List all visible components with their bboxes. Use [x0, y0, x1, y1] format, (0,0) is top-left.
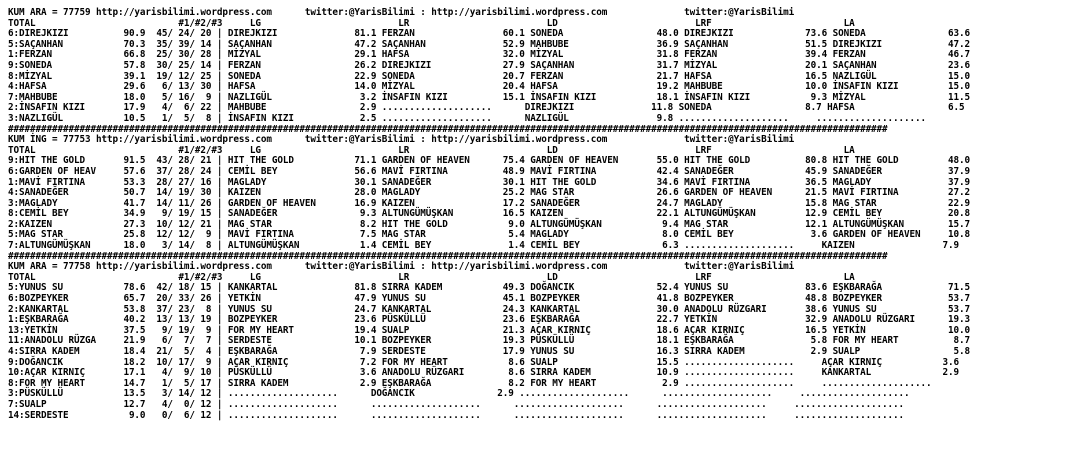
horse-row: 14:SERDESTE 9.0 0/ 6/ 12 | .................... .................... .................... .................... ....................: [8, 409, 905, 421]
horse-row: 9:HIT THE GOLD 91.5 43/ 28/ 21 | HIT THE GOLD 71.1 GARDEN OF HEAVEN 75.4 GARDEN OF HEAVEN 55.0 HIT THE GOLD 80.8 HIT THE GOLD 48.0: [8, 155, 971, 167]
horse-row: 6:GARDEN OF HEAV 57.6 37/ 28/ 24 | CEMİL BEY 56.6 MAVİ FIRTINA 48.9 MAVİ FIRTINA 42.4 SANADEĞER 45.9 SANADEĞER 37.9: [8, 165, 971, 177]
horse-row: 6:BOZPEYKER 65.7 20/ 33/ 26 | YETKİN 47.9 YUNUS SU 45.1 BOZPEYKER 41.8 BOZPEYKER 48.8 BOZPEYKER 53.7: [8, 293, 971, 305]
horse-row: 1:FERZAN 66.8 25/ 30/ 28 | MİZYAL 29.1 HAFSA 32.0 MİZYAL 31.8 FERZAN 39.4 FERZAN 46.7: [8, 49, 971, 61]
race-title-line: KUM ARA = 77759 http://yarisbilimi.wordpress.com twitter:@YarisBilimi : http://yarisbilimi.wordpress.com twitter:@YarisBilimi: [8, 7, 795, 18]
race-title-line: KUM İNG = 77753 http://yarisbilimi.wordpress.com twitter:@YarisBilimi : http://yarisbilimi.wordpress.com twitter:@YarisBilimi: [8, 134, 795, 146]
horse-row: 2:KANKARTAL 53.8 37/ 23/ 8 | YUNUS SU 24.7 KANKARTAL 24.3 KANKARTAL 30.0 ANADOLU RÜZGARI 38.6 YUNUS SU 53.7: [8, 303, 971, 315]
horse-row: 3:PÜSKÜLLÜ 13.5 3/ 14/ 12 | .................... DOĞANCIK 2.9 .................... .................... ....................: [8, 388, 910, 400]
race-block-1: [8, 8, 1077, 135]
separator-line: ################################################################################################################################################################: [8, 250, 888, 262]
horse-row: 4:SIRRA KADEM 18.4 21/ 5/ 4 | EŞKBARAĞA 7.9 SERDESTE 17.9 YUNUS SU 16.3 SIRRA KADEM 2.9 SUALP 5.8: [8, 346, 971, 357]
horse-row: 3:MAGLADY 41.7 14/ 11/ 26 | GARDEN OF HEAVEN 16.9 KAIZEN 17.2 SANADEĞER 24.7 MAGLADY 15.8 MAG STAR 22.9: [8, 197, 971, 209]
horse-row: 8:CEMİL BEY 34.9 9/ 19/ 15 | SANADEĞER 9.3 ALTUNGÜMÜŞKAN 16.5 KAIZEN 22.1 ALTUNGÜMÜŞKAN 12.9 CEMİL BEY 20.8: [8, 208, 971, 220]
race-block-2: [8, 135, 1077, 262]
horse-row: 4:HAFSA 29.6 6/ 13/ 30 | HAFSA 14.0 MİZYAL 20.4 HAFSA 19.2 MAHBUBE 10.0 İNSAFIN KIZI 15.0: [8, 81, 971, 93]
column-header-line: TOTAL #1/#2/#3 LG LR LD LRF LA: [8, 144, 855, 156]
race-block-3: [8, 262, 1077, 421]
horse-row: 2:KAIZEN 27.3 10/ 12/ 21 | MAG STAR 8.2 HIT THE GOLD 9.0 ALTUNGÜMÜŞKAN 9.4 MAG STAR 12.1 ALTUNGÜMÜŞKAN 15.7: [8, 218, 971, 230]
column-header-line: TOTAL #1/#2/#3 LG LR LD LRF LA: [8, 17, 855, 29]
horse-row: 3:NAZLIGÜL 10.5 1/ 5/ 8 | İNSAFIN KIZI 2.5 .................... NAZLIGÜL 9.8 .................... ....................: [8, 112, 927, 124]
horse-row: 7:MAHBUBE 18.0 5/ 16/ 9 | NAZLIGÜL 3.2 İNSAFIN KIZI 15.1 İNSAFIN KIZI 18.1 İNSAFIN KIZI 9.3 MİZYAL 11.5: [8, 91, 971, 103]
horse-row: 8:MİZYAL 39.1 19/ 12/ 25 | SONEDA 22.9 SONEDA 20.7 FERZAN 21.7 HAFSA 16.5 NAZLIGÜL 15.0: [8, 70, 971, 82]
horse-row: 1:MAVİ FIRTINA 53.3 28/ 27/ 16 | MAGLADY 30.1 SANADEĞER 30.1 HIT THE GOLD 34.6 MAVİ FIRTINA 36.5 MAGLADY 37.9: [8, 176, 971, 188]
horse-row: 9:DOĞANCIK 18.2 10/ 17/ 9 | AÇAR KIRNIÇ 7.2 FOR MY HEART 8.6 SUALP 15.5 .................... AÇAR KIRNIÇ 3.6: [8, 356, 960, 368]
horse-row: 10:AÇAR KIRNIÇ 17.1 4/ 9/ 10 | PÜSKÜLLÜ 3.6 ANADOLU RÜZGARI 8.6 SIRRA KADEM 10.9 .................... KANKARTAL 2.9: [8, 367, 960, 379]
separator-line: ################################################################################################################################################################: [8, 123, 888, 135]
horse-row: 6:DIREJKIZI 90.9 45/ 24/ 20 | DIREJKIZI 81.1 FERZAN 60.1 SONEDA 48.0 DIREJKIZI 73.6 SONEDA 63.6: [8, 28, 971, 40]
horse-row: 11:ANADOLU RÜZGA 21.9 6/ 7/ 7 | SERDESTE 10.1 BOZPEYKER 19.3 PÜSKÜLLÜ 18.1 EŞKBARAĞA 5.8 FOR MY HEART 8.7: [8, 335, 971, 347]
horse-row: 5:MAG STAR 25.8 12/ 12/ 9 | MAVİ FIRTINA 7.5 MAG STAR 5.4 MAGLADY 8.0 CEMİL BEY 3.6 GARDEN OF HEAVEN 10.8: [8, 229, 971, 241]
horse-row: 7:ALTUNGÜMÜŞKAN 18.0 3/ 14/ 8 | ALTUNGÜMÜŞKAN 1.4 CEMİL BEY 1.4 CEMİL BEY 6.3 .................... KAIZEN 7.9: [8, 240, 960, 252]
horse-row: 8:FOR MY HEART 14.7 1/ 5/ 17 | SIRRA KADEM 2.9 EŞKBARAĞA 8.2 FOR MY HEART 2.9 .................... ....................: [8, 377, 932, 389]
horse-row: 5:YUNUS SU 78.6 42/ 18/ 15 | KANKARTAL 81.8 SIRRA KADEM 49.3 DOĞANCIK 52.4 YUNUS SU 83.6 EŞKBARAĞA 71.5: [8, 282, 971, 294]
horse-row: 1:EŞKBARAĞA 40.2 13/ 13/ 19 | BOZPEYKER 23.6 PÜSKÜLLÜ 23.6 EŞKBARAĞA 22.7 YETKİN 32.9 ANADOLU RÜZGARI 19.3: [8, 314, 971, 326]
horse-row: 2:İNSAFIN KIZI 17.9 4/ 6/ 22 | MAHBUBE 2.9 .................... DIREJKIZI 11.8 SONEDA 8.7 HAFSA 6.5: [8, 102, 965, 114]
horse-row: 5:SAÇANHAN 70.3 35/ 39/ 14 | SAÇANHAN 47.2 SAÇANHAN 52.9 MAHBUBE 36.9 SAÇANHAN 51.5 DIREJKIZI 47.2: [8, 38, 971, 50]
horse-row: 7:SUALP 12.7 4/ 0/ 12 | .................... .................... .................... .................... ....................: [8, 398, 905, 410]
horse-row: 4:SANADEĞER 50.7 14/ 19/ 30 | KAIZEN 28.0 MAGLADY 25.2 MAG STAR 26.6 GARDEN OF HEAVEN 21.5 MAVİ FIRTINA 27.2: [8, 187, 971, 199]
horse-row: 9:SONEDA 57.8 30/ 25/ 14 | FERZAN 26.2 DIREJKIZI 27.9 SAÇANHAN 31.7 MİZYAL 20.1 SAÇANHAN 23.6: [8, 59, 971, 71]
horse-row: 13:YETKİN 37.5 9/ 19/ 9 | FOR MY HEART 19.4 SUALP 21.3 AÇAR KIRNIÇ 18.6 AÇAR KIRNIÇ 16.5 YETKİN 10.0: [8, 324, 971, 336]
race-title-line: KUM ARA = 77758 http://yarisbilimi.wordpress.com twitter:@YarisBilimi : http://yarisbilimi.wordpress.com twitter:@YarisBilimi: [8, 261, 795, 273]
column-header-line: TOTAL #1/#2/#3 LG LR LD LRF LA: [8, 271, 855, 283]
